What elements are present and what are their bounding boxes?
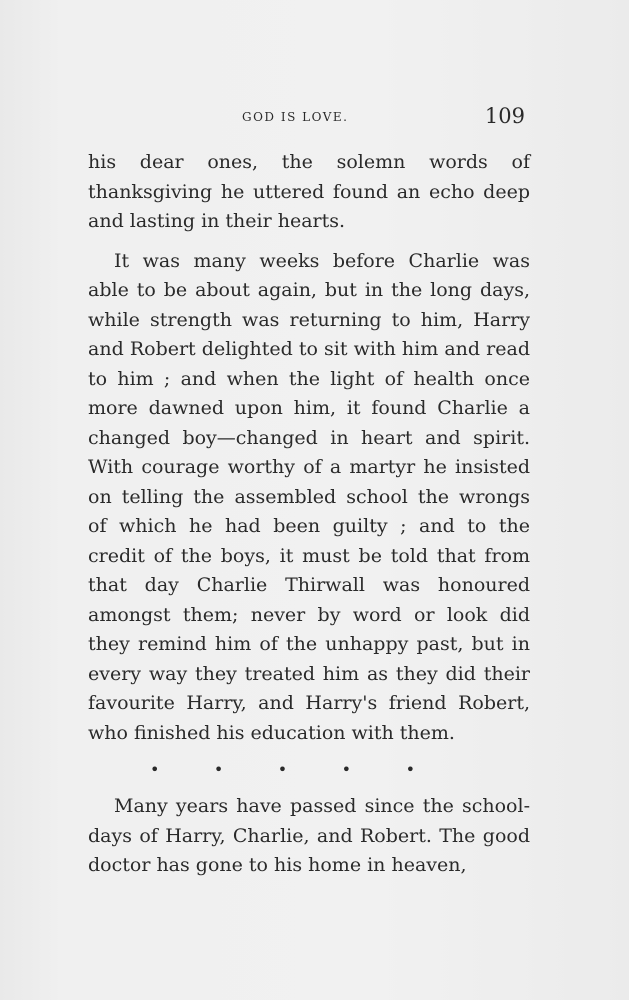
paragraph: Many years have passed since the school-days of Harry, Charlie, and Robert. The good doctor has gone to his home in heaven,: [88, 795, 530, 876]
ornament-dot: •: [213, 760, 224, 779]
page-number: 109: [484, 104, 525, 128]
page-header: [95, 104, 535, 134]
ornament-dot: •: [150, 760, 160, 779]
ornament-dot: •: [405, 760, 415, 779]
ornament-dot: •: [341, 760, 352, 779]
paragraph: his dear ones, the solemn words of thanksgiving he uttered found an echo deep and lasting in their hearts.: [88, 151, 530, 232]
section-break-ornament: [150, 760, 415, 780]
paragraph: It was many weeks before Charlie was able to be about again, but in the long days, while strength was returning to him, Harry and Robert delighted to sit with him and read to him ; and when the light of health once more dawned upon him, it found Charlie a changed boy—changed in heart and spirit. With courage worthy of a martyr he insisted on telling the assembled school the wrongs of which he had been guilty ; and to the credit of the boys, it must be told that from that day Charlie Thirwall was honoured amongst them; never by word or look did they remind him of the unhappy past, but in every way they treated him as they did their favourite Harry, and Harry's friend Robert, who finished his education with them.: [88, 249, 530, 744]
ornament-dot: •: [277, 760, 288, 779]
running-head: GOD IS LOVE.: [242, 110, 349, 124]
body-text: [88, 148, 530, 881]
